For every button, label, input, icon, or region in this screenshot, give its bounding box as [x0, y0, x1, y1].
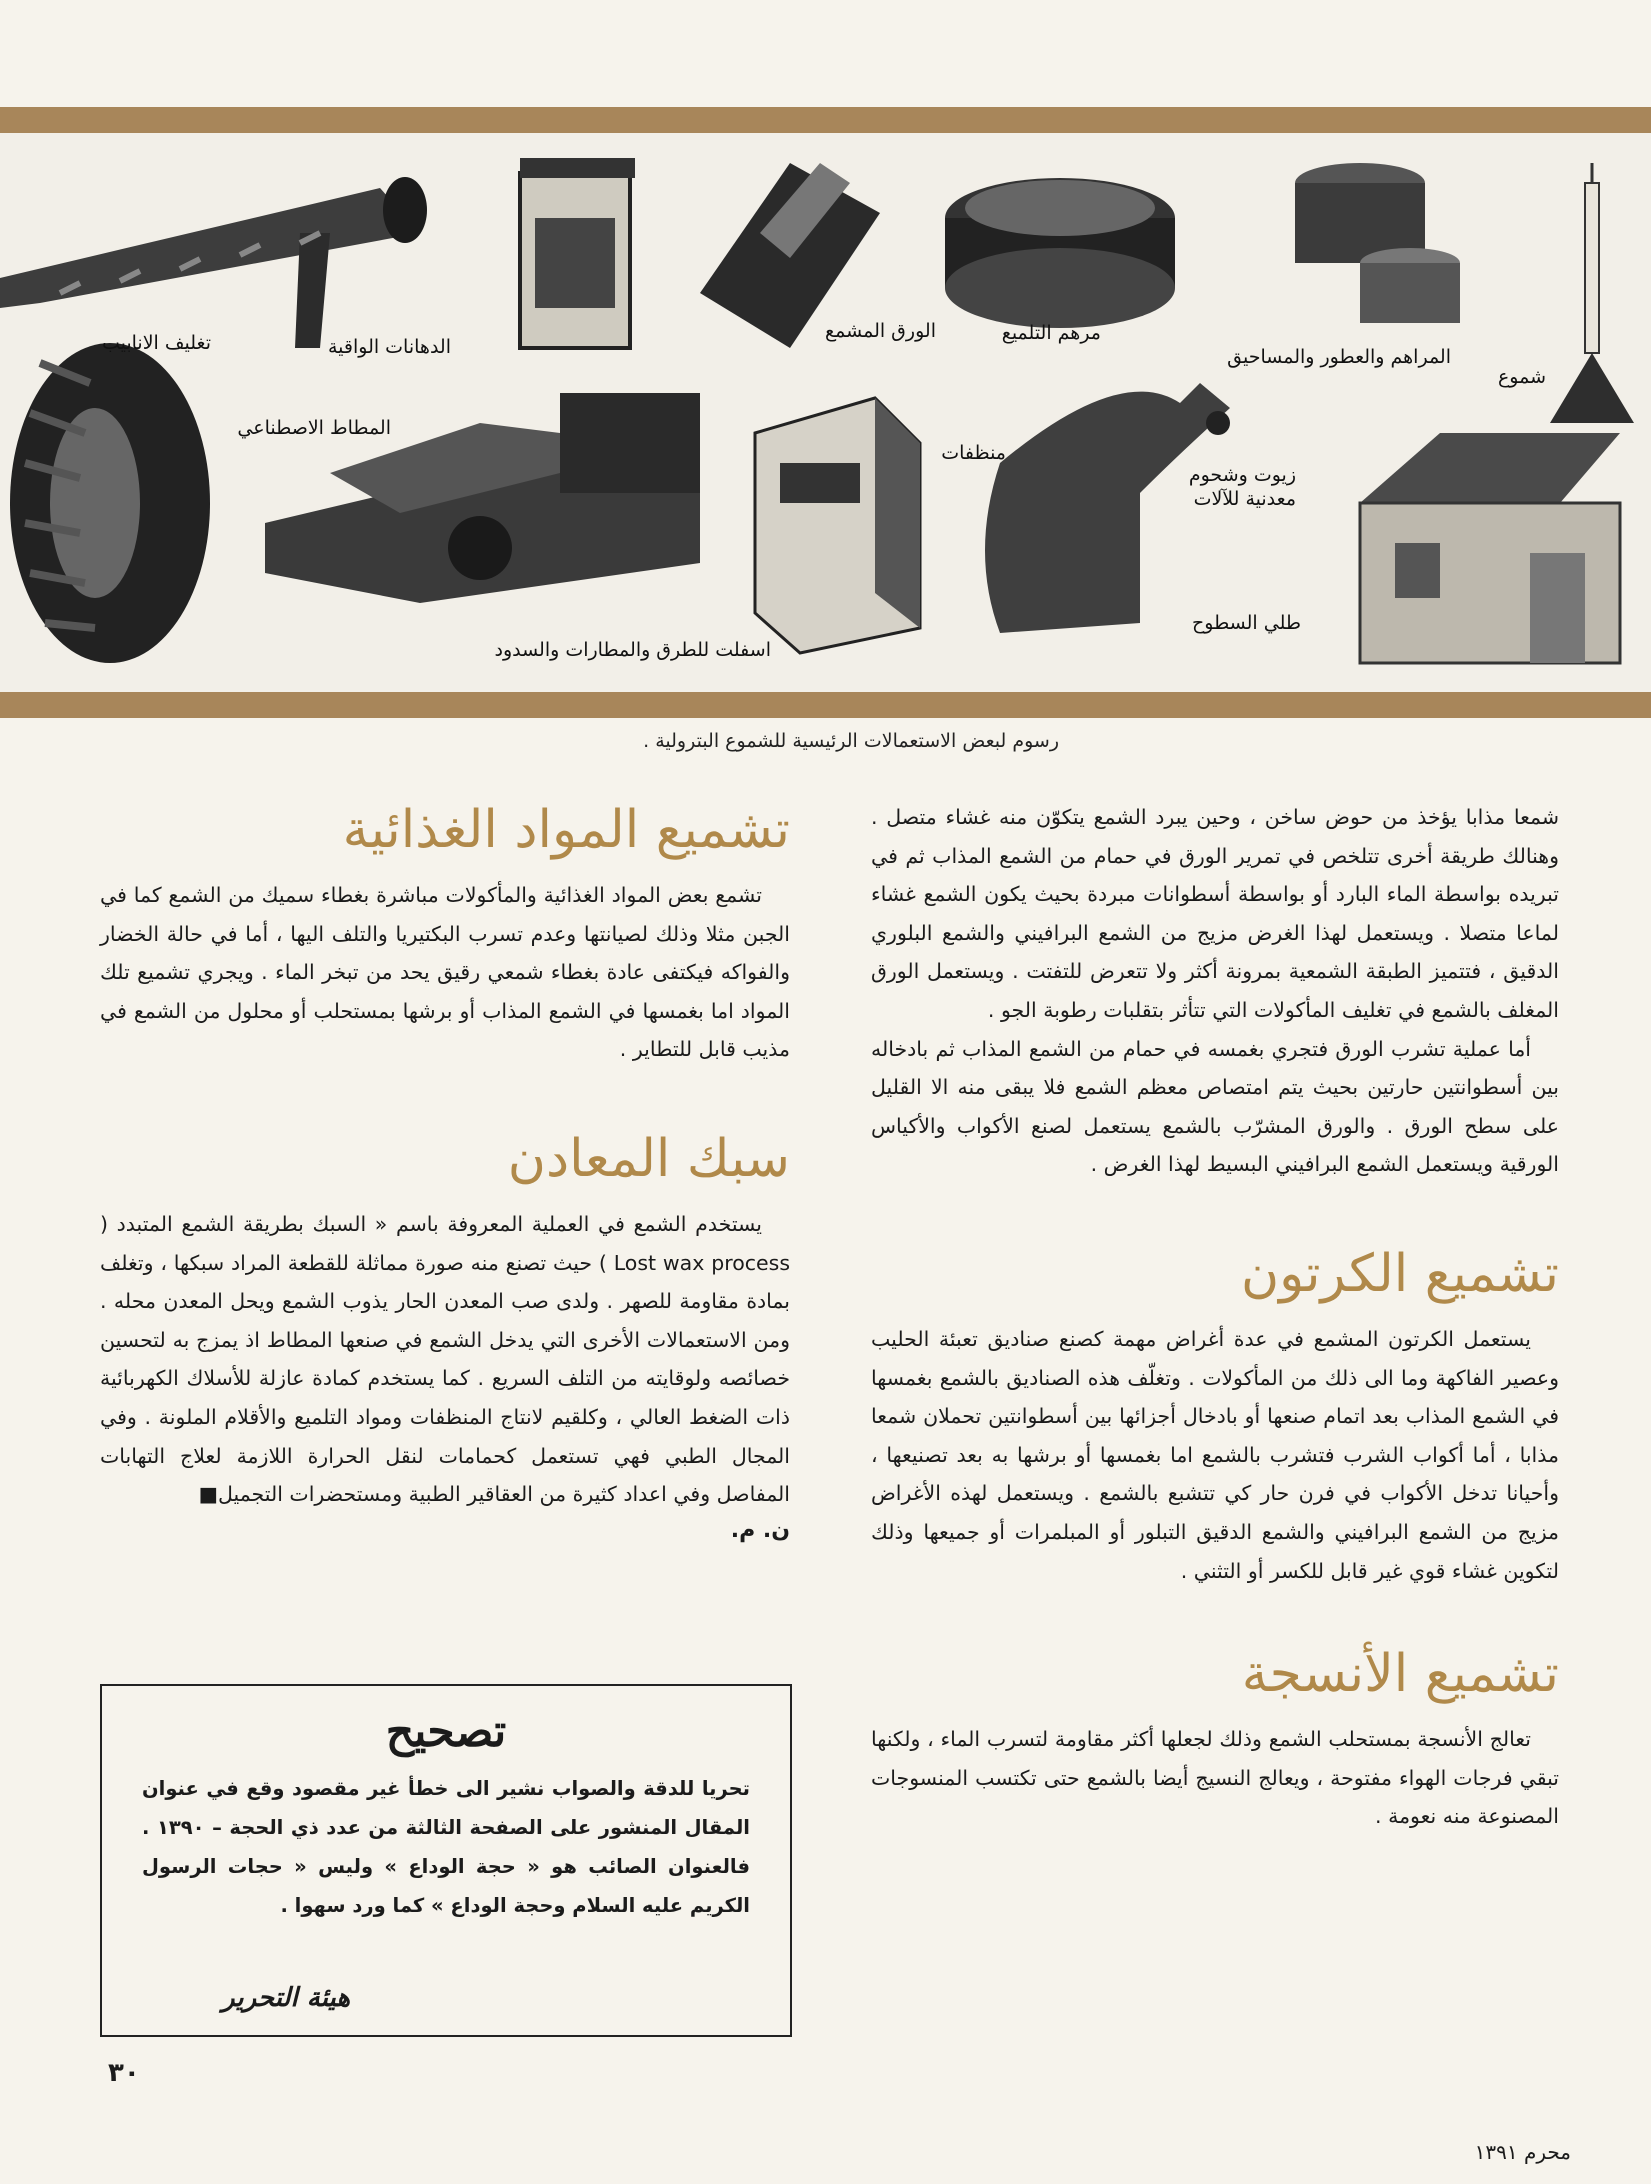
page-number: ٣٠ — [108, 2058, 140, 2088]
correction-signature: هيئة التحرير — [222, 1983, 351, 2013]
wax-uses-illustration — [0, 133, 1651, 692]
label-polish: مرهم التلميع — [1001, 322, 1101, 344]
correction-title: تصحيح — [385, 1706, 507, 1757]
paper-waxing-paragraph-2: أما عملية تشرب الورق فتجري بغمسه في حمام من الشمع المذاب ثم بادخاله بين أسطوانتين حارتين بحيث يتم امتصاص معظم الشمع فلا يبقى منه الا القليل على سطح الورق . والورق المشرّب بالشمع يستعمل لصنع الأكواب والأكياس الورقية ويستعمل الشمع البرافيني البسيط لهذا الغرض . — [871, 1036, 1559, 1177]
paper-waxing-paragraph-1: شمعا مذابا يؤخذ من حوض ساخن ، وحين يبرد الشمع يتكوّن منه غشاء متصل . وهنالك طريقة أخرى تتلخص في تمرير الورق في حمام من الشمع المذاب ثم في تبريده بواسطة الماء البارد أو بواسطة أسطوانات مبردة بحيث يكون الشمع غشاء لماعا متصلا . ويستعمل لهذا الغرض مزيج من الشمع البرافيني والشمع البلوري الدقيق ، فتتميز الطبقة الشمعية بمرونة أكثر ولا تتعرض للتفتت . ويستعمل الورق المغلف بالشمع في تغليف المأكولات التي تتأثر بتقلبات رطوبة الجو . — [871, 805, 1559, 1022]
candle-drawing — [1550, 163, 1634, 423]
food-section-text: تشمع بعض المواد الغذائية والمأكولات مباشرة بغطاء سميك من الشمع كما في الجبن مثلا وذلك لصيانتها وعدم تسرب البكتيريا والتلف اليها ، أما في حالة الخضار والفواكه فيكتفى عادة بغطاء شمعي رقيق يحد من تبخر الماء . ويجري تشميع تلك المواد اما بغمسها في الشمع المذاب أو برشها بمستحلب أو محلول من الشمع في مذيب قابل للتطاير . — [100, 883, 790, 1062]
textiles-section-text: تعالج الأنسجة بمستحلب الشمع وذلك لجعلها أكثر مقاومة لتسرب الماء ، ولكنها تبقي فرجات الهواء مفتوحة ، ويعالج النسيج أيضا بالشمع حتى تكتسب المنسوجات المصنوعة منه نعومة . — [871, 1727, 1559, 1829]
label-asphalt: اسفلت للطرق والمطارات والسدود — [494, 639, 771, 661]
tire-drawing — [10, 343, 210, 663]
label-oils: زيوت وشحوم معدنية للآلات — [1188, 464, 1296, 510]
textiles-section-title: تشميع الأنسجة — [1241, 1644, 1559, 1705]
house-drawing — [1360, 433, 1620, 663]
label-candles: شموع — [1497, 366, 1546, 388]
label-rubber: المطاط الاصطناعي — [237, 417, 391, 439]
correction-text: تحريا للدقة والصواب نشير الى خطأ غير مقصود وقع في عنوان المقال المنشور على الصفحة الثالثة من عدد ذي الحجة – ١٣٩٠ . فالعنوان الصائب هو « حجة الوداع » وليس « حجات الرسول الكريم عليه السلام وحجة الوداع » كما ورد سهوا . — [142, 1777, 750, 1917]
label-paints: الدهانات الواقية — [327, 336, 451, 358]
article-signature: ن. م. — [730, 1517, 790, 1543]
cosmetic-jars-drawing — [1295, 163, 1460, 323]
right-column — [871, 798, 1559, 1836]
left-column — [100, 798, 790, 1543]
pipe-drawing — [0, 177, 427, 348]
label-detergents: منظفات — [941, 442, 1006, 464]
issue-date: محرم ١٣٩١ — [1474, 2140, 1571, 2164]
food-section-title: تشميع المواد الغذائية — [342, 800, 790, 860]
label-roofs: طلي السطوح — [1192, 612, 1301, 634]
figure-caption: رسوم لبعض الاستعمالات الرئيسية للشموع البترولية . — [643, 730, 1059, 752]
correction-box — [100, 1684, 792, 2037]
label-cosmetics: المراهم والعطور والمساحيق — [1227, 346, 1451, 368]
bottom-decorative-band — [0, 692, 1651, 718]
label-pipes: تغليف الانابيب — [101, 332, 211, 354]
label-paper: الورق المشمع — [825, 320, 936, 342]
polish-tin-drawing — [945, 178, 1175, 328]
carton-section-title: تشميع الكرتون — [1240, 1243, 1559, 1304]
casting-section-text: يستخدم الشمع في العملية المعروفة باسم « السبك بطريقة الشمع المتبدد ( Lost wax process ) حيث تصنع منه صورة مماثلة للقطعة المراد سبكها ، وتغلف بمادة مقاومة للصهر . ولدى صب المعدن الحار يذوب الشمع ويحل المعدن محله . ومن الاستعمالات الأخرى التي يدخل الشمع في صنعها المطاط اذ يمزج به لتحسين خصائصه ولوقايته من التلف السريع . كما يستخدم كمادة عازلة للأسلاك الكهربائية ذات الضغط العالي ، وكلقيم لانتاج المنظفات ومواد التلميع والأقلام الملونة . وفي المجال الطبي فهي تستعمل كحمامات لنقل الحرارة اللازمة لعلاج التهابات المفاصل وفي اعداد كثيرة من العقاقير الطبية ومستحضرات التجميل■ — [100, 1211, 790, 1507]
detergent-box-drawing — [755, 398, 920, 653]
paint-can-drawing — [520, 158, 635, 348]
carton-section-text: يستعمل الكرتون المشمع في عدة أغراض مهمة كصنع صناديق تعبئة الحليب وعصير الفاكهة وما الى ذلك من المأكولات . وتغلّف هذه الصناديق بالشمع بغمسها في الشمع المذاب بعد اتمام صنعها أو بادخال أجزائها بين أسطوانتين تحملان شمعا مذابا ، أما أكواب الشرب فتشرب بالشمع اما بغمسها أو برشها به بعد تصنيعها ، وأحيانا تدخل الأكواب في فرن حار كي تتشبع بالشمع . ويستعمل لهذه الأغراض مزيج من الشمع البرافيني والشمع الدقيق التبلور أو المبلمرات أو جميعها وذلك لتكوين غشاء قوي غير قابل للكسر أو التثني . — [871, 1326, 1559, 1583]
top-decorative-band — [0, 107, 1651, 133]
illustration-drawings — [0, 133, 1651, 692]
casting-section-title: سبك المعادن — [507, 1128, 790, 1189]
